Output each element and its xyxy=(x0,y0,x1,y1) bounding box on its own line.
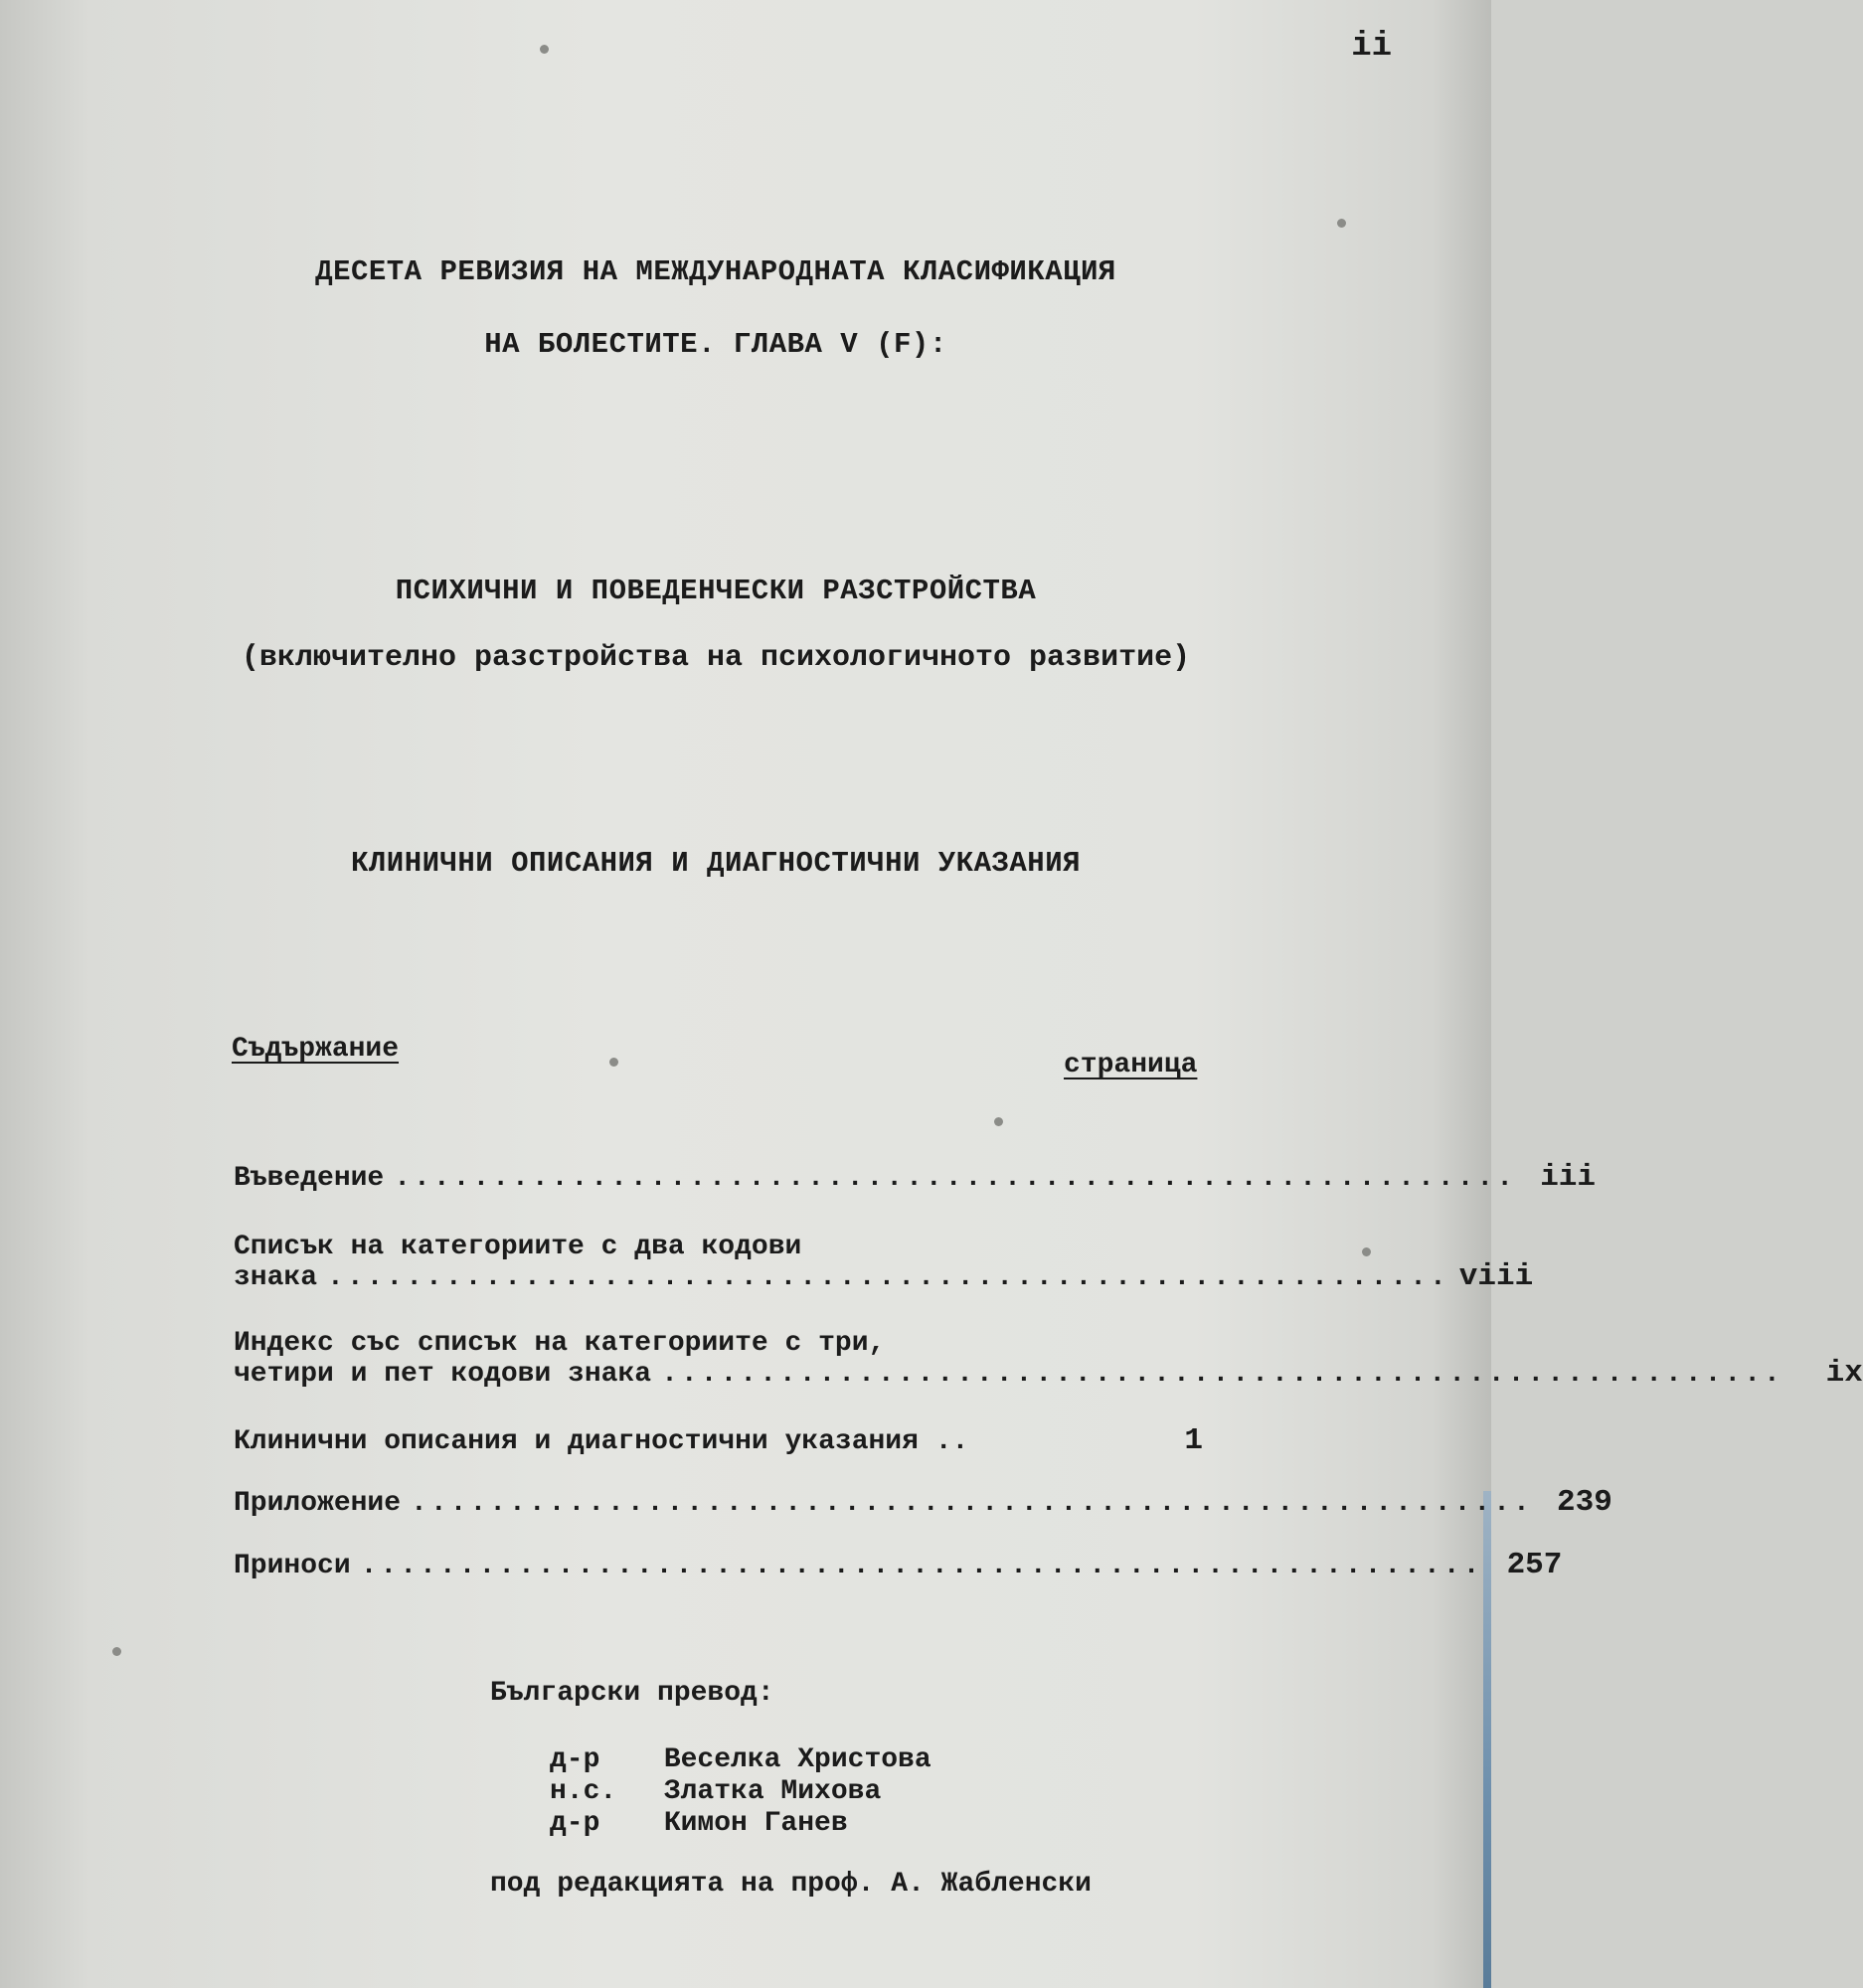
toc-item-appendix[interactable] xyxy=(234,1485,1612,1520)
page-number: ii xyxy=(1351,28,1392,66)
editor-credit: под редакцията на проф. А. Жабленски xyxy=(490,1869,1092,1900)
toc-item-page: viii xyxy=(1458,1259,1534,1294)
toc-contents-label: Съдържание xyxy=(232,1034,400,1065)
translator-title: д-р xyxy=(550,1744,600,1775)
toc-leader-dots: ......................................................... xyxy=(411,1488,1533,1519)
toc-leader-dots: ......................................................... xyxy=(360,1551,1483,1581)
toc-leader-dots: ......................................................... xyxy=(394,1163,1516,1194)
translator-row xyxy=(550,1808,848,1839)
paper-speck xyxy=(1362,1247,1371,1256)
section-heading: КЛИНИЧНИ ОПИСАНИЯ И ДИАГНОСТИЧНИ УКАЗАНИЯ xyxy=(350,847,1082,880)
toc-item-page: iii xyxy=(1540,1160,1596,1195)
toc-item-label: Клинични описания и диагностични указания .. xyxy=(234,1426,969,1457)
toc-item-label: Въведение xyxy=(234,1163,385,1194)
toc-item-label-line1: Индекс със списък на категориите с три, xyxy=(234,1328,886,1359)
translator-name: Златка Михова xyxy=(663,1776,882,1807)
paper-speck xyxy=(994,1117,1003,1126)
section-title: ПСИХИЧНИ И ПОВЕДЕНЧЕСКИ РАЗСТРОЙСТВА xyxy=(395,575,1037,607)
toc-item-label-line1: Списък на категориите с два кодови xyxy=(234,1232,802,1262)
translator-title: н.с. xyxy=(550,1776,617,1807)
toc-item-page: ix xyxy=(1825,1356,1863,1391)
toc-leader-dots: ......................................................... xyxy=(661,1359,1783,1390)
toc-item-label: Приложение xyxy=(234,1488,402,1519)
toc-item-label: четири и пет кодови знака xyxy=(234,1359,652,1390)
translator-name: Кимон Ганев xyxy=(663,1808,848,1839)
paper-speck xyxy=(1337,219,1346,228)
toc-item-page: 257 xyxy=(1506,1548,1563,1582)
translator-row xyxy=(550,1744,932,1775)
toc-leader-dots: ......................................................... xyxy=(327,1262,1449,1293)
translator-title: д-р xyxy=(550,1808,600,1839)
toc-item-two-char-categories[interactable] xyxy=(234,1232,1534,1294)
toc-item-contributions[interactable] xyxy=(234,1548,1563,1582)
toc-page-label: страница xyxy=(1064,1050,1198,1080)
translation-label: Български превод: xyxy=(490,1678,774,1709)
toc-item-introduction[interactable] xyxy=(234,1160,1596,1195)
section-subtitle: (включително разстройства на психологичното развитие) xyxy=(241,641,1191,675)
toc-item-page: 1 xyxy=(1184,1423,1203,1458)
toc-item-clinical-descriptions[interactable] xyxy=(234,1423,1203,1458)
header-line-2: НА БОЛЕСТИТЕ. ГЛАВА V (F): xyxy=(484,328,947,361)
paper-speck xyxy=(540,45,549,54)
toc-item-page: 239 xyxy=(1556,1485,1612,1520)
paper-speck xyxy=(112,1647,121,1656)
toc-item-index-categories[interactable] xyxy=(234,1328,1863,1391)
translator-name: Веселка Христова xyxy=(663,1744,932,1775)
page-edge xyxy=(1483,1491,1491,1988)
paper-speck xyxy=(609,1058,618,1067)
header-line-1: ДЕСЕТА РЕВИЗИЯ НА МЕЖДУНАРОДНАТА КЛАСИФИКАЦИЯ xyxy=(315,255,1116,288)
translator-row xyxy=(550,1776,881,1807)
toc-item-label: знака xyxy=(234,1262,318,1293)
toc-item-label: Приноси xyxy=(234,1551,351,1581)
